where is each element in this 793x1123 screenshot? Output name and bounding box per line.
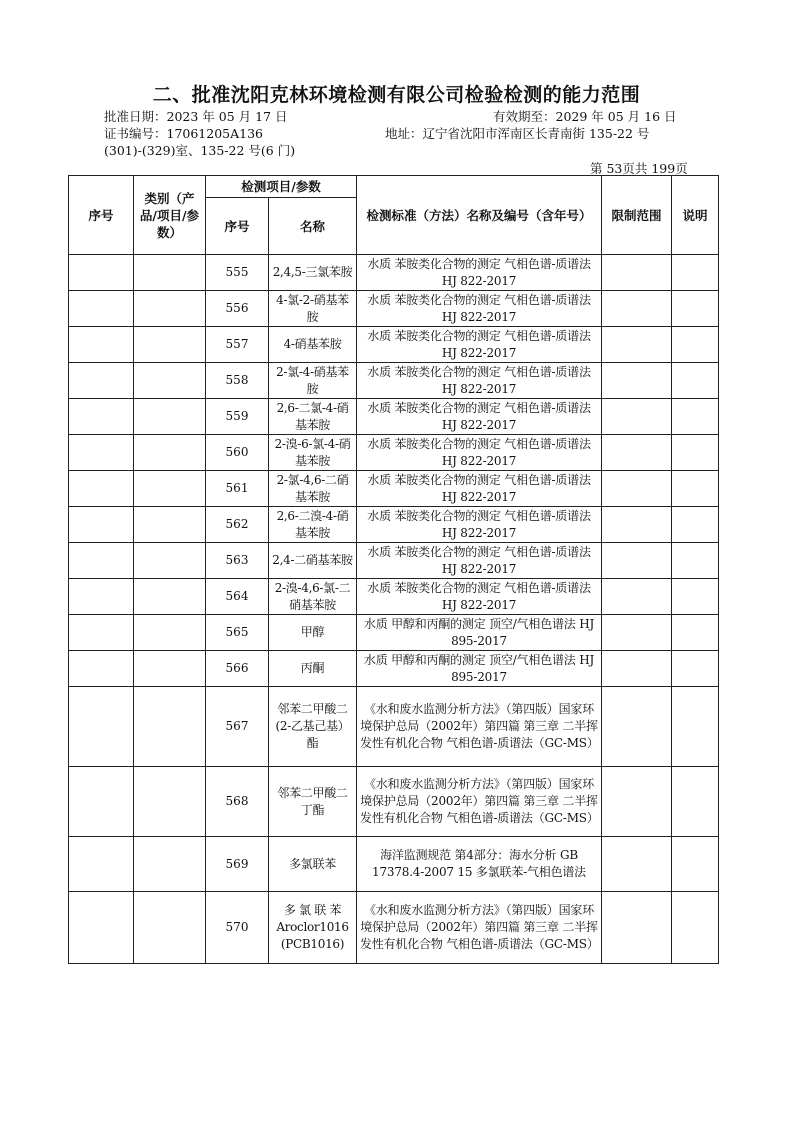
row-seq-cell — [69, 651, 134, 687]
row-item-number: 558 — [206, 363, 269, 399]
row-item-name: 2,6-二溴-4-硝基苯胺 — [269, 507, 357, 543]
row-seq-cell — [69, 687, 134, 767]
row-item-name: 甲醇 — [269, 615, 357, 651]
row-limit-cell — [602, 507, 672, 543]
row-category-cell — [134, 543, 206, 579]
row-seq-cell — [69, 892, 134, 964]
header-item-seq: 序号 — [206, 198, 269, 255]
row-category-cell — [134, 615, 206, 651]
valid-until: 有效期至：2029 年 05 月 16 日 — [493, 109, 677, 124]
certificate-number: 证书编号：17061205A136 — [104, 126, 264, 141]
table-row — [69, 767, 719, 837]
row-standard: 海洋监测规范 第4部分：海水分析 GB 17378.4-2007 15 多氯联苯-气相色谱法 — [357, 837, 602, 892]
row-seq-cell — [69, 579, 134, 615]
row-standard: 水质 苯胺类化合物的测定 气相色谱-质谱法 HJ 822-2017 — [357, 435, 602, 471]
row-item-number: 562 — [206, 507, 269, 543]
table-row — [69, 471, 719, 507]
row-item-name: 邻苯二甲酸二丁酯 — [269, 767, 357, 837]
row-standard: 水质 苯胺类化合物的测定 气相色谱-质谱法 HJ 822-2017 — [357, 291, 602, 327]
row-standard: 水质 苯胺类化合物的测定 气相色谱-质谱法 HJ 822-2017 — [357, 579, 602, 615]
row-standard: 《水和废水监测分析方法》（第四版）国家环境保护总局（2002年）第四篇 第三章 二半挥发性有机化合物 气相色谱-质谱法（GC-MS） — [357, 687, 602, 767]
row-note-cell — [672, 435, 719, 471]
row-note-cell — [672, 255, 719, 291]
row-note-cell — [672, 471, 719, 507]
row-seq-cell — [69, 399, 134, 435]
row-limit-cell — [602, 615, 672, 651]
row-note-cell — [672, 615, 719, 651]
header-note: 说明 — [672, 176, 719, 255]
row-item-number: 555 — [206, 255, 269, 291]
row-item-name: 2,4-二硝基苯胺 — [269, 543, 357, 579]
table-row — [69, 255, 719, 291]
row-category-cell — [134, 767, 206, 837]
row-item-name: 2-氯-4,6-二硝基苯胺 — [269, 471, 357, 507]
row-item-number: 566 — [206, 651, 269, 687]
row-note-cell — [672, 892, 719, 964]
row-limit-cell — [602, 892, 672, 964]
row-limit-cell — [602, 471, 672, 507]
row-item-name: 多氯联苯 — [269, 837, 357, 892]
row-item-number: 557 — [206, 327, 269, 363]
row-seq-cell — [69, 543, 134, 579]
header-seq: 序号 — [69, 176, 134, 255]
row-standard: 水质 甲醇和丙酮的测定 顶空/气相色谱法 HJ 895-2017 — [357, 651, 602, 687]
table-row — [69, 363, 719, 399]
row-category-cell — [134, 255, 206, 291]
row-seq-cell — [69, 291, 134, 327]
row-standard: 水质 苯胺类化合物的测定 气相色谱-质谱法 HJ 822-2017 — [357, 507, 602, 543]
row-item-number: 563 — [206, 543, 269, 579]
row-standard: 《水和废水监测分析方法》（第四版）国家环境保护总局（2002年）第四篇 第三章 二半挥发性有机化合物 气相色谱-质谱法（GC-MS） — [357, 892, 602, 964]
row-category-cell — [134, 507, 206, 543]
row-note-cell — [672, 651, 719, 687]
table-row — [69, 507, 719, 543]
row-item-number: 559 — [206, 399, 269, 435]
row-item-name: 多 氯 联 苯 Aroclor1016 (PCB1016) — [269, 892, 357, 964]
row-limit-cell — [602, 363, 672, 399]
row-seq-cell — [69, 507, 134, 543]
row-standard: 水质 苯胺类化合物的测定 气相色谱-质谱法 HJ 822-2017 — [357, 543, 602, 579]
row-seq-cell — [69, 435, 134, 471]
row-standard: 水质 苯胺类化合物的测定 气相色谱-质谱法 HJ 822-2017 — [357, 363, 602, 399]
row-standard: 水质 苯胺类化合物的测定 气相色谱-质谱法 HJ 822-2017 — [357, 399, 602, 435]
row-seq-cell — [69, 767, 134, 837]
row-limit-cell — [602, 291, 672, 327]
row-note-cell — [672, 363, 719, 399]
approval-date: 批准日期：2023 年 05 月 17 日 — [104, 109, 288, 124]
row-seq-cell — [69, 837, 134, 892]
row-item-number: 570 — [206, 892, 269, 964]
table-row — [69, 543, 719, 579]
row-item-number: 568 — [206, 767, 269, 837]
row-note-cell — [672, 687, 719, 767]
row-category-cell — [134, 435, 206, 471]
row-item-name: 2,6-二氯-4-硝基苯胺 — [269, 399, 357, 435]
row-limit-cell — [602, 327, 672, 363]
row-limit-cell — [602, 579, 672, 615]
row-item-name: 2,4,5-三氯苯胺 — [269, 255, 357, 291]
row-note-cell — [672, 579, 719, 615]
row-category-cell — [134, 687, 206, 767]
page-number: 第 53页共 199页 — [590, 161, 688, 176]
row-note-cell — [672, 837, 719, 892]
row-category-cell — [134, 291, 206, 327]
row-standard: 水质 苯胺类化合物的测定 气相色谱-质谱法 HJ 822-2017 — [357, 471, 602, 507]
row-seq-cell — [69, 327, 134, 363]
address: 地址：辽宁省沈阳市浑南区长青南街 135-22 号 — [385, 126, 650, 141]
row-item-name: 4-氯-2-硝基苯胺 — [269, 291, 357, 327]
row-standard: 水质 甲醇和丙酮的测定 顶空/气相色谱法 HJ 895-2017 — [357, 615, 602, 651]
row-category-cell — [134, 471, 206, 507]
row-category-cell — [134, 579, 206, 615]
row-item-number: 556 — [206, 291, 269, 327]
row-note-cell — [672, 291, 719, 327]
row-standard: 《水和废水监测分析方法》（第四版）国家环境保护总局（2002年）第四篇 第三章 二半挥发性有机化合物 气相色谱-质谱法（GC-MS） — [357, 767, 602, 837]
table-row — [69, 327, 719, 363]
row-limit-cell — [602, 255, 672, 291]
row-item-name: 2-氯-4-硝基苯胺 — [269, 363, 357, 399]
row-category-cell — [134, 892, 206, 964]
row-note-cell — [672, 507, 719, 543]
capability-table — [68, 175, 719, 964]
header-item-name: 名称 — [269, 198, 357, 255]
row-category-cell — [134, 651, 206, 687]
row-limit-cell — [602, 651, 672, 687]
row-category-cell — [134, 399, 206, 435]
row-seq-cell — [69, 471, 134, 507]
row-item-name: 4-硝基苯胺 — [269, 327, 357, 363]
table-row — [69, 651, 719, 687]
row-limit-cell — [602, 399, 672, 435]
row-category-cell — [134, 327, 206, 363]
row-item-number: 567 — [206, 687, 269, 767]
table-row — [69, 837, 719, 892]
table-row — [69, 579, 719, 615]
row-item-number: 565 — [206, 615, 269, 651]
header-limit: 限制范围 — [602, 176, 672, 255]
row-item-number: 561 — [206, 471, 269, 507]
address-line-2: (301)-(329)室、135-22 号(6 门) — [104, 143, 296, 158]
page-title: 二、批准沈阳克林环境检测有限公司检验检测的能力范围 — [152, 84, 641, 106]
table-row — [69, 687, 719, 767]
row-item-number: 560 — [206, 435, 269, 471]
header-category: 类别（产品/项目/参数） — [134, 176, 206, 255]
row-limit-cell — [602, 687, 672, 767]
table-row — [69, 291, 719, 327]
row-note-cell — [672, 767, 719, 837]
table-row — [69, 615, 719, 651]
row-seq-cell — [69, 255, 134, 291]
table-row — [69, 892, 719, 964]
row-note-cell — [672, 399, 719, 435]
table-row — [69, 435, 719, 471]
row-limit-cell — [602, 435, 672, 471]
row-item-name: 2-溴-6-氯-4-硝基苯胺 — [269, 435, 357, 471]
row-standard: 水质 苯胺类化合物的测定 气相色谱-质谱法 HJ 822-2017 — [357, 255, 602, 291]
table-body — [69, 255, 719, 964]
row-seq-cell — [69, 363, 134, 399]
row-category-cell — [134, 363, 206, 399]
row-note-cell — [672, 543, 719, 579]
header-item-group: 检测项目/参数 — [206, 176, 357, 198]
table-row — [69, 399, 719, 435]
header-standard: 检测标准（方法）名称及编号（含年号） — [357, 176, 602, 255]
row-category-cell — [134, 837, 206, 892]
row-item-number: 564 — [206, 579, 269, 615]
row-item-number: 569 — [206, 837, 269, 892]
row-item-name: 邻苯二甲酸二(2-乙基己基）酯 — [269, 687, 357, 767]
row-limit-cell — [602, 767, 672, 837]
row-standard: 水质 苯胺类化合物的测定 气相色谱-质谱法 HJ 822-2017 — [357, 327, 602, 363]
row-seq-cell — [69, 615, 134, 651]
row-note-cell — [672, 327, 719, 363]
row-limit-cell — [602, 543, 672, 579]
row-item-name: 2-溴-4,6-氯-二硝基苯胺 — [269, 579, 357, 615]
row-item-name: 丙酮 — [269, 651, 357, 687]
row-limit-cell — [602, 837, 672, 892]
